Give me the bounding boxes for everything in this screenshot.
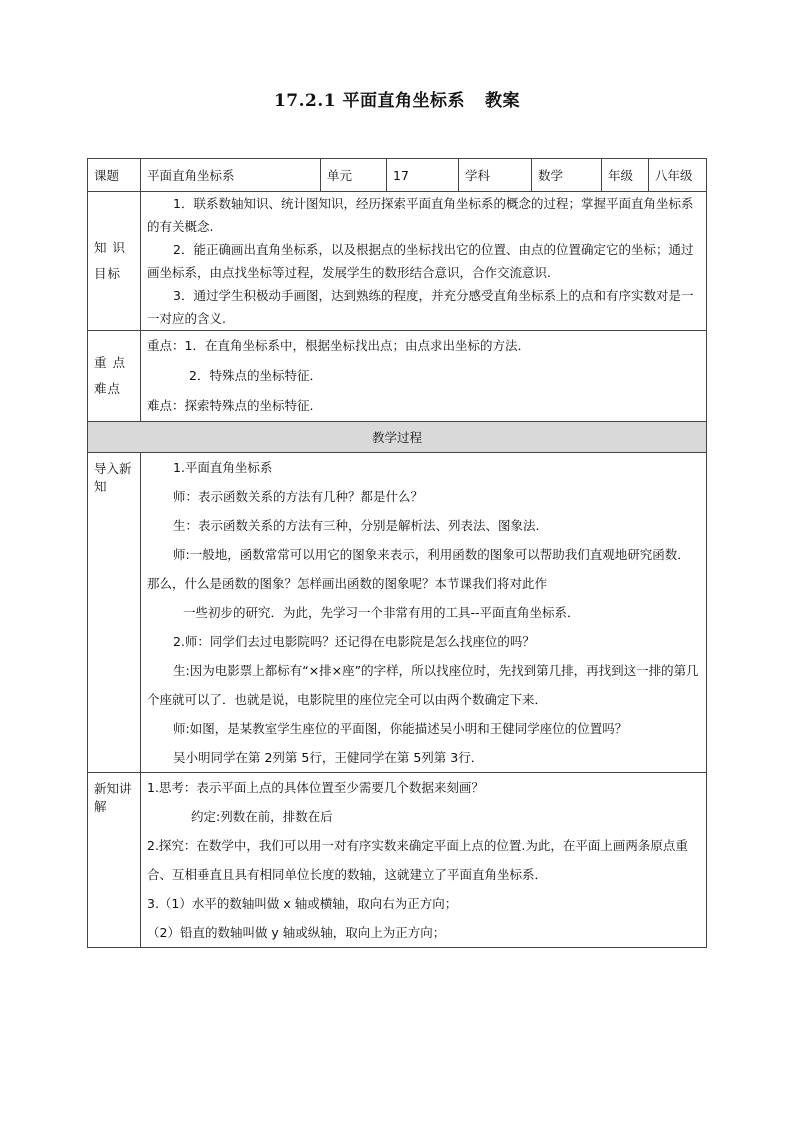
difficulty-line: 难点：探索特殊点的坐标特征.: [147, 398, 314, 413]
intro-line: 2.师：同学们去过电影院吗？还记得在电影院是怎么找座位的吗？: [173, 634, 535, 649]
intro-line: 吴小明同学在第 2列第 5行，王健同学在第 5列第 3行．: [173, 750, 484, 765]
intro-line: 师：表示函数关系的方法有几种？都是什么？: [173, 489, 424, 504]
topic-label: 课题: [88, 159, 141, 192]
objectives-label-line1: 知 识: [94, 240, 126, 255]
title-suffix: 教案: [485, 91, 521, 111]
unit-value: 17: [387, 159, 459, 192]
process-title-row: [88, 422, 707, 453]
objectives-label: [88, 192, 141, 331]
new-knowledge-line: 1.思考：表示平面上点的具体位置至少需要几个数据来刻画？: [147, 780, 484, 795]
objective-item: 1．联系数轴知识、统计图知识，经历探索平面直角坐标系的概念的过程；掌握平面直角坐标系的有关概念.: [147, 196, 694, 234]
intro-line: 师:如图，是某教室学生座位的平面图，你能描述吴小明和王健同学座位的位置吗？: [173, 721, 628, 736]
key-points-label: [88, 331, 141, 422]
intro-line: 生:因为电影票上都标有“×排×座”的字样，所以找座位时，先找到第几排，再找到这一排的第几个座就可以了．也就是说，电影院里的座位完全可以由两个数确定下来．: [147, 663, 699, 707]
objective-item: 3．通过学生积极动手画图，达到熟练的程度，并充分感受直角坐标系上的点和有序实数对是一一对应的含义.: [147, 288, 694, 326]
key-points-label-line2: 难点: [94, 381, 122, 396]
grade-value: 八年级: [649, 159, 707, 192]
key-points-label-line1: 重 点: [94, 355, 126, 370]
intro-line: 师:一般地，函数常常可以用它的图象来表示，利用函数的图象可以帮助我们直观地研究函数．那么，什么是函数的图象？怎样画出函数的图象呢？本节课我们将对此作: [147, 547, 690, 591]
key-point-line: 2．特殊点的坐标特征．: [189, 368, 322, 383]
intro-line: 1.平面直角坐标系: [173, 460, 273, 475]
lesson-plan-table: [87, 158, 707, 948]
subject-label: 学科: [459, 159, 532, 192]
intro-content: [141, 453, 707, 773]
new-knowledge-row: [88, 773, 707, 948]
subject-value: 数学: [532, 159, 602, 192]
new-knowledge-line: 约定:列数在前，排数在后: [191, 809, 333, 824]
document-title: [0, 86, 794, 111]
objectives-row: [88, 192, 707, 331]
intro-row: [88, 453, 707, 773]
objectives-content: [141, 192, 707, 331]
intro-line: 生：表示函数关系的方法有三种，分别是解析法、列表法、图象法.: [173, 518, 540, 533]
objectives-label-line2: 目标: [94, 266, 122, 281]
topic-value: 平面直角坐标系: [141, 159, 321, 192]
key-points-content: [141, 331, 707, 422]
intro-line: 一些初步的研究．为此，先学习一个非常有用的工具--平面直角坐标系．: [183, 605, 580, 620]
title-main: 17.2.1 平面直角坐标系: [273, 91, 466, 111]
new-knowledge-label: 新知讲解: [88, 773, 141, 948]
new-knowledge-line: 3.（1）水平的数轴叫做 x 轴或横轴，取向右为正方向；: [147, 896, 458, 911]
intro-label: 导入新知: [88, 453, 141, 773]
header-row: [88, 159, 707, 192]
objective-item: 2．能正确画出直角坐标系，以及根据点的坐标找出它的位置、由点的位置确定它的坐标；通过画坐标系，由点找坐标等过程，发展学生的数形结合意识，合作交流意识.: [147, 242, 694, 280]
new-knowledge-content: [141, 773, 707, 948]
key-point-line: 重点：1．在直角坐标系中，根据坐标找出点；由点求出坐标的方法．: [147, 338, 530, 353]
key-points-row: [88, 331, 707, 422]
new-knowledge-line: （2）铅直的数轴叫做 y 轴或纵轴，取向上为正方向；: [147, 925, 446, 940]
unit-label: 单元: [321, 159, 387, 192]
grade-label: 年级: [602, 159, 649, 192]
new-knowledge-line: 2.探究：在数学中，我们可以用一对有序实数来确定平面上点的位置.为此，在平面上画两条原点重合、互相垂直且具有相同单位长度的数轴，这就建立了平面直角坐标系．: [147, 838, 688, 882]
process-title: 教学过程: [88, 422, 707, 453]
